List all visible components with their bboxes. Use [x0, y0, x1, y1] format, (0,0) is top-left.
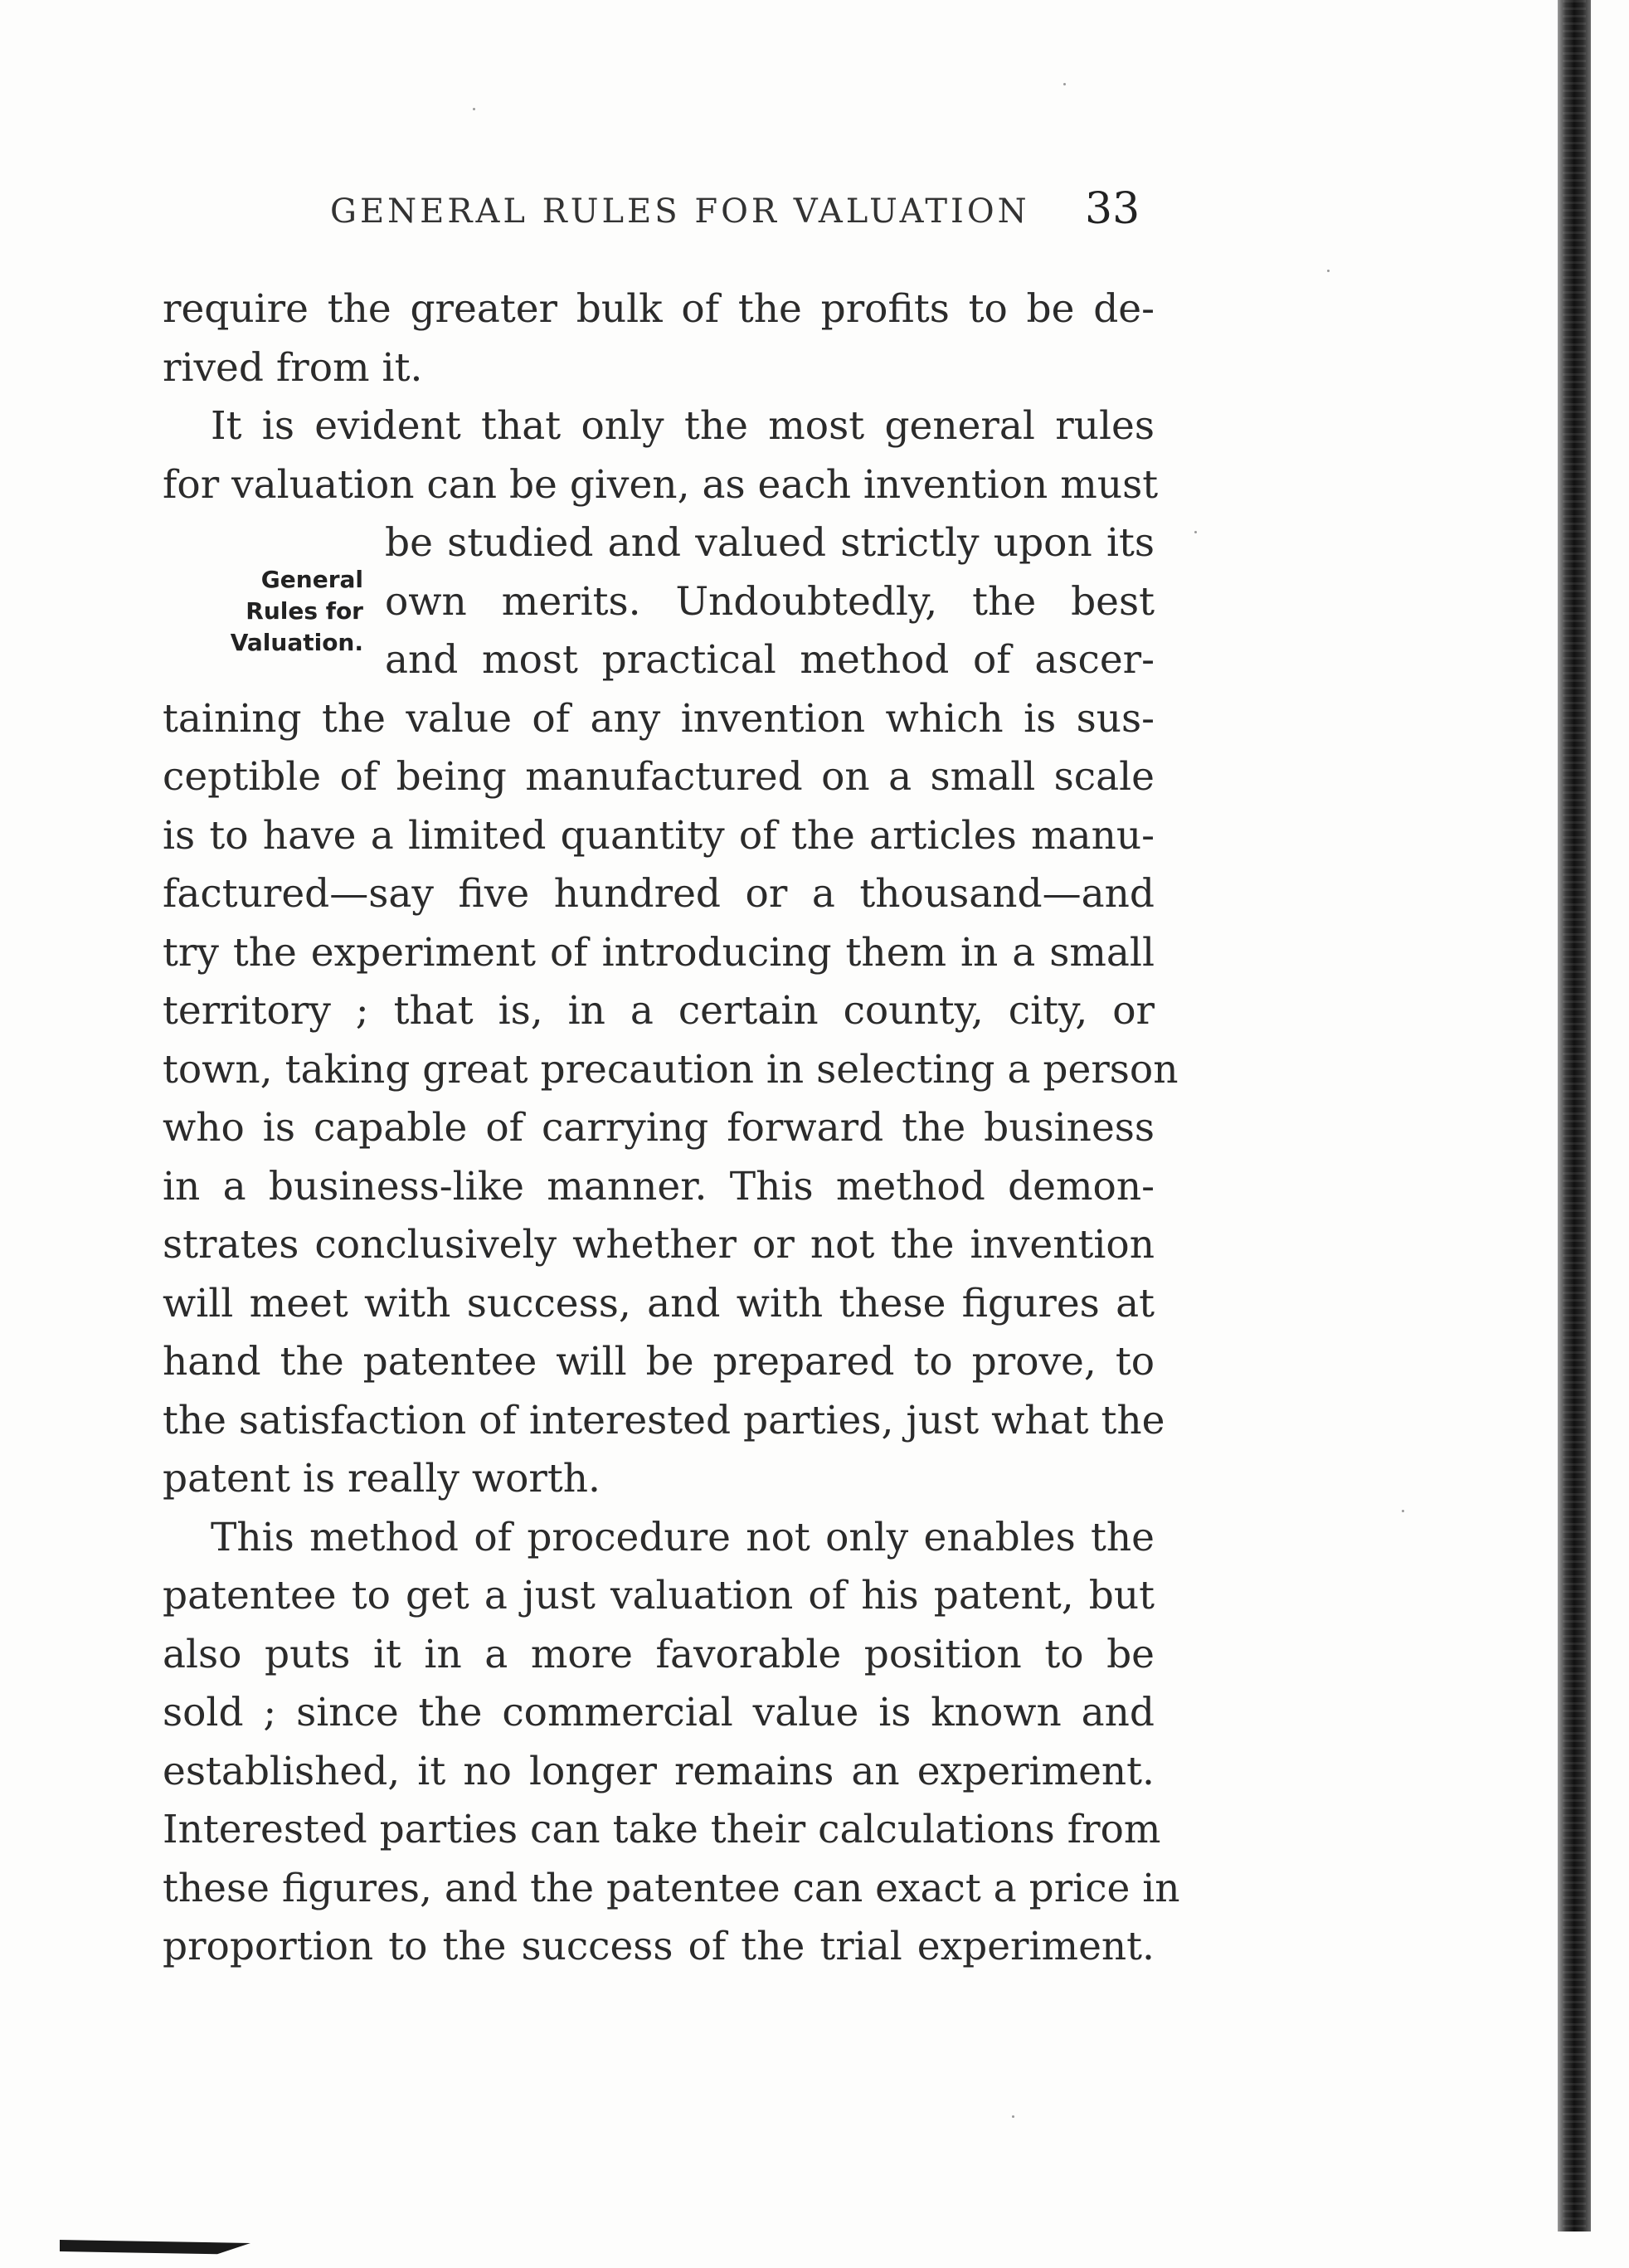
text-line: and most practical method of ascer-: [385, 637, 1155, 683]
text-line: ceptible of being manufactured on a small scale: [163, 754, 1155, 800]
text-line: established, it no longer remains an experiment.: [163, 1748, 1155, 1794]
text-line: This method of procedure not only enables the: [211, 1514, 1155, 1560]
text-line: also puts it in a more favorable position to be: [163, 1631, 1155, 1677]
text-line: sold ; since the commercial value is known and: [163, 1690, 1155, 1735]
body-text: [163, 280, 1180, 1977]
text-line: factured—say five hundred or a thousand—and: [163, 871, 1155, 917]
binding-edge: [1558, 0, 1591, 2231]
text-line: try the experiment of introducing them in a small: [163, 929, 1155, 976]
page-number: 33: [1085, 184, 1140, 234]
speck: [1327, 270, 1330, 272]
text-line: patent is really worth.: [163, 1456, 601, 1501]
text-line: these figures, and the patentee can exact a price in: [163, 1865, 1180, 1911]
text-line: proportion to the success of the trial experiment.: [163, 1924, 1155, 1969]
text-line: rived from it.: [163, 344, 423, 391]
margin-note-line: General: [260, 566, 363, 593]
text-line: require the greater bulk of the profits to be de-: [163, 286, 1155, 332]
margin-note-line: Valuation.: [230, 629, 363, 656]
text-line: Interested parties can take their calculations from: [163, 1807, 1161, 1852]
text-line: is to have a limited quantity of the articles manu-: [163, 812, 1155, 859]
speck: [473, 108, 475, 110]
text-line: taining the value of any invention which is sus-: [163, 695, 1155, 742]
scan-mark: [60, 2240, 250, 2255]
text-line: hand the patentee will be prepared to prove, to: [163, 1339, 1155, 1385]
text-line: be studied and valued strictly upon its: [385, 520, 1155, 566]
text-line: in a business-like manner. This method demon-: [163, 1163, 1155, 1209]
text-line: It is evident that only the most general rules: [211, 403, 1155, 449]
text-line: who is capable of carrying forward the business: [163, 1105, 1155, 1151]
text-line: will meet with success, and with these figures at: [163, 1280, 1155, 1326]
margin-note-line: Rules for: [246, 597, 363, 625]
speck: [1402, 1510, 1404, 1512]
text-line: strates conclusively whether or not the invention: [163, 1222, 1155, 1268]
text-line: territory ; that is, in a certain county, city, or: [163, 988, 1155, 1034]
running-head: GENERAL RULES FOR VALUATION: [330, 192, 1030, 231]
text-line: the satisfaction of interested parties, just what the: [163, 1397, 1165, 1443]
speck: [1012, 2115, 1014, 2118]
text-line: for valuation can be given, as each invention must: [163, 461, 1159, 508]
speck: [1194, 531, 1197, 533]
text-line: patentee to get a just valuation of his patent, but: [163, 1573, 1155, 1618]
speck: [1063, 83, 1066, 85]
text-line: own merits. Undoubtedly, the best: [385, 578, 1155, 625]
text-line: town, taking great precaution in selecting a person: [163, 1046, 1179, 1093]
